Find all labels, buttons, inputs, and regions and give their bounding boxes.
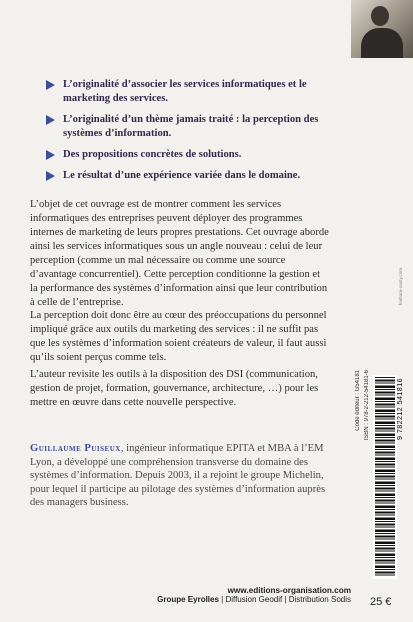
author-bio — [30, 442, 340, 510]
publisher-website: www.editions-organisation.com — [227, 586, 351, 595]
author-photo — [351, 0, 413, 58]
triangle-bullet-icon — [46, 150, 55, 160]
price: 25 € — [370, 596, 392, 608]
publisher-groupe: Groupe Eyrolles — [157, 595, 219, 604]
description-paragraph: La perception doit donc être au cœur des préoccupations du personnel impliqué grâce aux outils du marketing des services : il ne suffit pas que les systèmes d’information soient créateurs de valeur, il faut aussi qu’ils soient perçus comme tels. — [30, 310, 327, 363]
publisher-code: Code éditeur : G54181 — [355, 370, 361, 431]
barcode-icon — [373, 375, 397, 579]
triangle-bullet-icon — [46, 80, 55, 90]
publisher-line — [157, 595, 351, 604]
author-photo-head — [371, 6, 389, 26]
triangle-bullet-icon — [46, 171, 55, 181]
key-point-text: L’originalité d’un thème jamais traité : la perception des systèmes d’information. — [63, 114, 319, 139]
key-point-text: Le résultat d’une expérience variée dans le domaine. — [63, 170, 301, 181]
triangle-bullet-icon — [46, 115, 55, 125]
author-name: Guillaume Puiseux — [30, 443, 121, 454]
key-point — [42, 113, 342, 141]
isbn-text: ISBN : 978-2-212-54181-6 — [364, 370, 370, 441]
key-point-text: L’originalité d’associer les services informatiques et le marketing des services. — [63, 79, 307, 104]
publisher-info — [157, 586, 351, 604]
author-photo-body — [361, 28, 403, 58]
key-point — [42, 169, 342, 183]
barcode-digits: 9 782212 541816 — [395, 378, 404, 440]
key-point — [42, 148, 342, 162]
barcode-block — [355, 370, 405, 610]
key-point — [42, 78, 342, 106]
author-bio-text: , ingénieur informatique EPITA et MBA à l’EM Lyon, a développé une compréhension transverse du domaine des systèmes d’information. Depuis 2003, il a rejoint le groupe Michelin, pour lequel il participe au pilotage des systèmes d’information auprès des managers business. — [30, 443, 326, 508]
publisher-distribution: | Diffusion Geodif | Distribution Sodis — [218, 595, 351, 604]
photo-credit: barbara-santy.com — [398, 268, 403, 306]
description-paragraph: L’objet de cet ouvrage est de montrer comment les services informatiques des entreprises peuvent déployer des programmes internes de marketing de leurs propres prestations. Cet ouvrage aborde ainsi les services informatiques sous un angle nouveau : celui de leur perception (comme un mal nécessaire ou comme une source d’avantage concurrentiel). Cette perception conditionne la gestion et la performance des systèmes d’information ainsi que leur contribution à celle de l’entreprise. — [30, 199, 329, 308]
key-points-list — [42, 78, 342, 190]
description-paragraph: L’auteur revisite les outils à la disposition des DSI (communication, gestion de projet, formation, gouvernance, architecture, …) pour les mettre en œuvre dans cette nouvelle perspective. — [30, 369, 319, 408]
key-point-text: Des propositions concrètes de solutions. — [63, 149, 242, 160]
